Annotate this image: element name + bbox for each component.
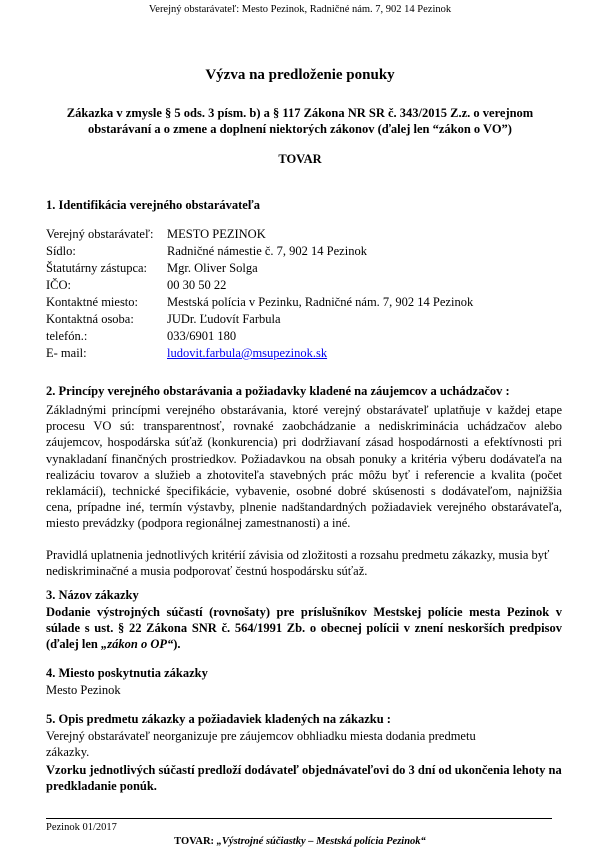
contact-label: Kontaktné miesto: <box>46 295 138 309</box>
contact-label: IČO: <box>46 278 71 292</box>
contact-value: Mgr. Oliver Solga <box>167 261 258 275</box>
document-title: Výzva na predloženie ponuky <box>205 67 395 83</box>
contact-value: Mestská polícia v Pezinku, Radničné nám. 7, 902 14 Pezinok <box>167 295 474 309</box>
page-header: Verejný obstarávateľ: Mesto Pezinok, Radničné nám. 7, 902 14 Pezinok <box>148 4 452 15</box>
section-2-paragraph-1: Základnými princípmi verejného obstarávania, ktoré verejný obstarávateľ uplatňuje v každej etape procesu VO sú: transparentnosť, rovnaké zaobchádzanie a nediskriminácia uchádzačov alebo záujemcov, hospodárska súťaž (konkurencia) pri dodržiavaní zásad hospodárnosti a efektívnosti pri vynakladaní finančných prostriedkov. Požiadavkou na obsah ponuky a kritéria výberu dodávateľa na realizáciu tovarov a služieb a zhotoviteľa stavebných prác môžu byť i referencie a kvalita (počet reklamácií), technické špecifikácie, vybavenie, osobné dobré skúsenosti s dodávateľom, najnižšia cena, prípadne iné, termín výstavby, plnenie nadštandardných požiadaviek verejného obstarávateľa, miesto prevádzky (podpora regionálnej zamestnanosti) a iné. <box>46 403 562 531</box>
footer-title <box>0 836 600 847</box>
section-4-heading: 4. Miesto poskytnutia zákazky <box>46 666 208 680</box>
contract-name-abbrev: „zákon o OP“ <box>101 637 174 652</box>
section-5-heading: 5. Opis predmetu zákazky a požiadaviek kladených na zákazku : <box>46 712 391 726</box>
footer-divider <box>46 818 552 819</box>
section-4-text: Mesto Pezinok <box>46 683 121 697</box>
contact-value: Radničné námestie č. 7, 902 14 Pezinok <box>167 244 367 258</box>
email-link[interactable]: ludovit.farbula@msupezinok.sk <box>167 346 328 360</box>
footer-prefix: TOVAR: <box>174 836 217 847</box>
contact-label: Sídlo: <box>46 244 76 258</box>
contact-value: 033/6901 180 <box>167 329 237 343</box>
section-2-paragraph-2: Pravidlá uplatnenia jednotlivých kritérií závisia od zložitosti a rozsahu predmetu zákazky, musia byť nediskriminačné a musia podporovať čestnú hospodársku súťaž. <box>46 548 550 579</box>
contact-value: JUDr. Ľudovít Farbula <box>167 312 281 326</box>
contact-label: Kontaktná osoba: <box>46 312 134 326</box>
contact-value: MESTO PEZINOK <box>167 227 266 241</box>
subtitle-line-1: Zákazka v zmysle § 5 ods. 3 písm. b) a § 117 Zákona NR SR č. 343/2015 Z.z. o verejnom <box>66 106 534 120</box>
footer-subject: „Výstrojné súčiastky – Mestská polícia Pezinok“ <box>216 836 426 847</box>
section-5-bold-text: Vzorku jednotlivých súčastí predloží dodávateľ objednávateľovi do 3 dní od ukončenia lehoty na predkladanie ponúk. <box>46 763 562 794</box>
contract-name-end: ). <box>173 637 181 652</box>
contact-value: 00 30 50 22 <box>167 278 227 292</box>
document-subtitle <box>0 105 600 137</box>
section-1-heading: 1. Identifikácia verejného obstarávateľa <box>46 198 260 212</box>
contact-label: E- mail: <box>46 346 87 360</box>
section-3-heading: 3. Názov zákazky <box>46 588 139 602</box>
footer-date: Pezinok 01/2017 <box>46 822 117 833</box>
contact-label: Štatutárny zástupca: <box>46 261 148 275</box>
section-2-heading: 2. Princípy verejného obstarávania a požiadavky kladené na záujemcov a uchádzačov : <box>46 384 510 398</box>
subtitle-line-2: obstarávaní a o zmene a doplnení niektorých zákonov (ďalej len “zákon o VO”) <box>88 122 512 136</box>
section-3-text <box>46 604 562 653</box>
category-label: TOVAR <box>278 152 322 166</box>
contact-label: telefón.: <box>46 329 88 343</box>
section-5-text: Verejný obstarávateľ neorganizuje pre záujemcov obhliadku miesta dodania predmetu zákazky. <box>46 729 476 760</box>
contact-label: Verejný obstarávateľ: <box>46 227 154 241</box>
contract-name: Dodanie výstrojných súčastí (rovnošaty) pre príslušníkov Mestskej polície mesta Pezinok v súlade s ust. § 22 Zákona SNR č. 564/1991 Zb. o obecnej polícii v znení neskorších predpisov (ďalej len <box>46 605 562 652</box>
